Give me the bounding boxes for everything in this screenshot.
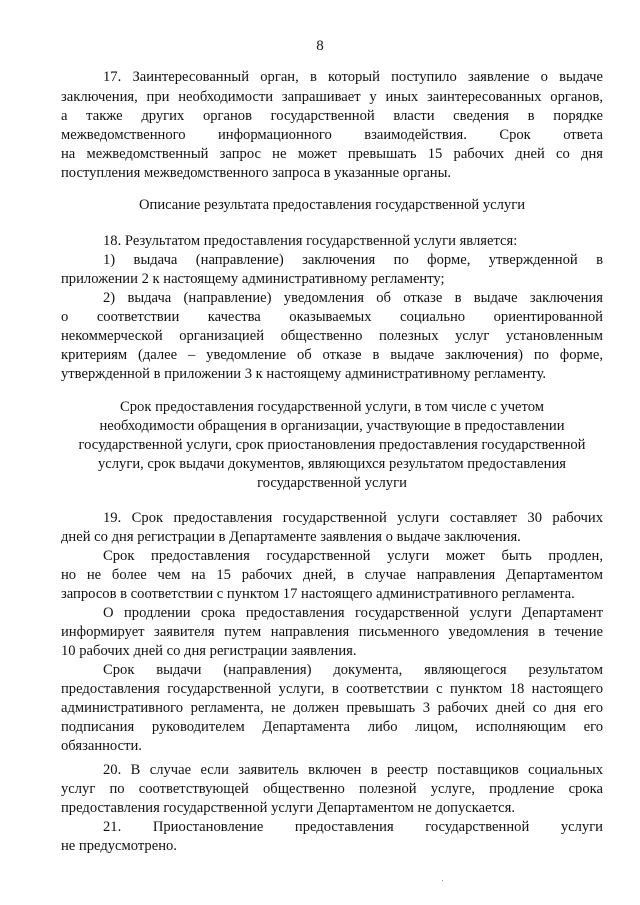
paragraph-line: поступления межведомственного запроса в указанные органы. — [61, 165, 452, 181]
heading-line: государственной услуги, срок приостановления предоставления государственной — [78, 437, 586, 453]
paragraph-line: а также других органов государственной власти сведения в порядке — [61, 108, 603, 124]
paragraph-line: 19. Срок предоставления государственной услуги составляет 30 рабочих — [103, 510, 603, 526]
paragraph-line: подписания руководителем Департамента либо лицом, исполняющим его — [61, 719, 603, 735]
paragraph-line: обязанности. — [61, 738, 142, 754]
paragraph-line: на межведомственный запрос не может превышать 15 рабочих дней со дня — [61, 146, 603, 162]
heading-line: государственной услуги — [257, 475, 407, 491]
paragraph-line: но не более чем на 15 рабочих дней, в случае направления Департаментом — [61, 567, 603, 583]
scan-speck — [442, 880, 443, 881]
paragraph-line: некоммерческой организацией общественно полезных услуг установленным — [61, 328, 603, 344]
paragraph-line: не предусмотрено. — [61, 838, 177, 854]
paragraph-line: утвержденной в приложении 3 к настоящему административному регламенту. — [61, 366, 547, 382]
paragraph-line: Срок предоставления государственной услуги может быть продлен, — [103, 548, 603, 564]
heading-line: Срок предоставления государственной услуги, в том числе с учетом — [120, 399, 544, 415]
paragraph-line: Срок выдачи (направления) документа, являющегося результатом — [103, 662, 603, 678]
paragraph-line: приложении 2 к настоящему административному регламенту; — [61, 271, 445, 287]
paragraph-line: информирует заявителя путем направления письменного уведомления в течение — [61, 624, 603, 640]
heading-line: необходимости обращения в организации, участвующие в предоставлении — [99, 418, 565, 434]
paragraph-line: О продлении срока предоставления государственной услуги Департамент — [103, 605, 603, 621]
paragraph-line: 1) выдача (направление) заключения по форме, утвержденной в — [103, 252, 603, 268]
paragraph-line: 21. Приостановление предоставления государственной услуги — [103, 819, 603, 835]
paragraph-line: 17. Заинтересованный орган, в который поступило заявление о выдаче — [103, 69, 603, 85]
paragraph-line: предоставления государственной услуги, в соответствии с пунктом 18 настоящего — [61, 681, 603, 697]
paragraph-line: 18. Результатом предоставления государственной услуги является: — [103, 233, 518, 249]
paragraph-line: административного регламента, не должен превышать 3 рабочих дней со дня его — [61, 700, 603, 716]
page-number: 8 — [316, 38, 324, 54]
paragraph-line: услуг по соответствующей общественно полезной услуге, продление срока — [61, 781, 603, 797]
paragraph-line: критериям (далее – уведомление об отказе в выдаче заключения) по форме, — [61, 347, 603, 363]
paragraph-line: предоставления государственной услуги Департаментом не допускается. — [61, 800, 515, 816]
paragraph-line: запросов в соответствии с пунктом 17 настоящего административного регламента. — [61, 586, 575, 602]
paragraph-line: заключения, при необходимости запрашивает у иных заинтересованных органов, — [61, 89, 603, 105]
paragraph-line: 20. В случае если заявитель включен в реестр поставщиков социальных — [103, 762, 603, 778]
paragraph-line: межведомственного информационного взаимодействия. Срок ответа — [61, 127, 603, 143]
paragraph-line: о соответствии качества оказываемых социально ориентированной — [61, 309, 603, 325]
paragraph-line: 2) выдача (направление) уведомления об отказе в выдаче заключения — [103, 290, 603, 306]
paragraph-line: дней со дня регистрации в Департаменте заявления о выдаче заключения. — [61, 529, 521, 545]
heading-line: услуги, срок выдачи документов, являющихся результатом предоставления — [97, 456, 566, 472]
paragraph-line: 10 рабочих дней со дня регистрации заявления. — [61, 643, 357, 659]
section-heading-result: Описание результата предоставления государственной услуги — [138, 197, 526, 213]
